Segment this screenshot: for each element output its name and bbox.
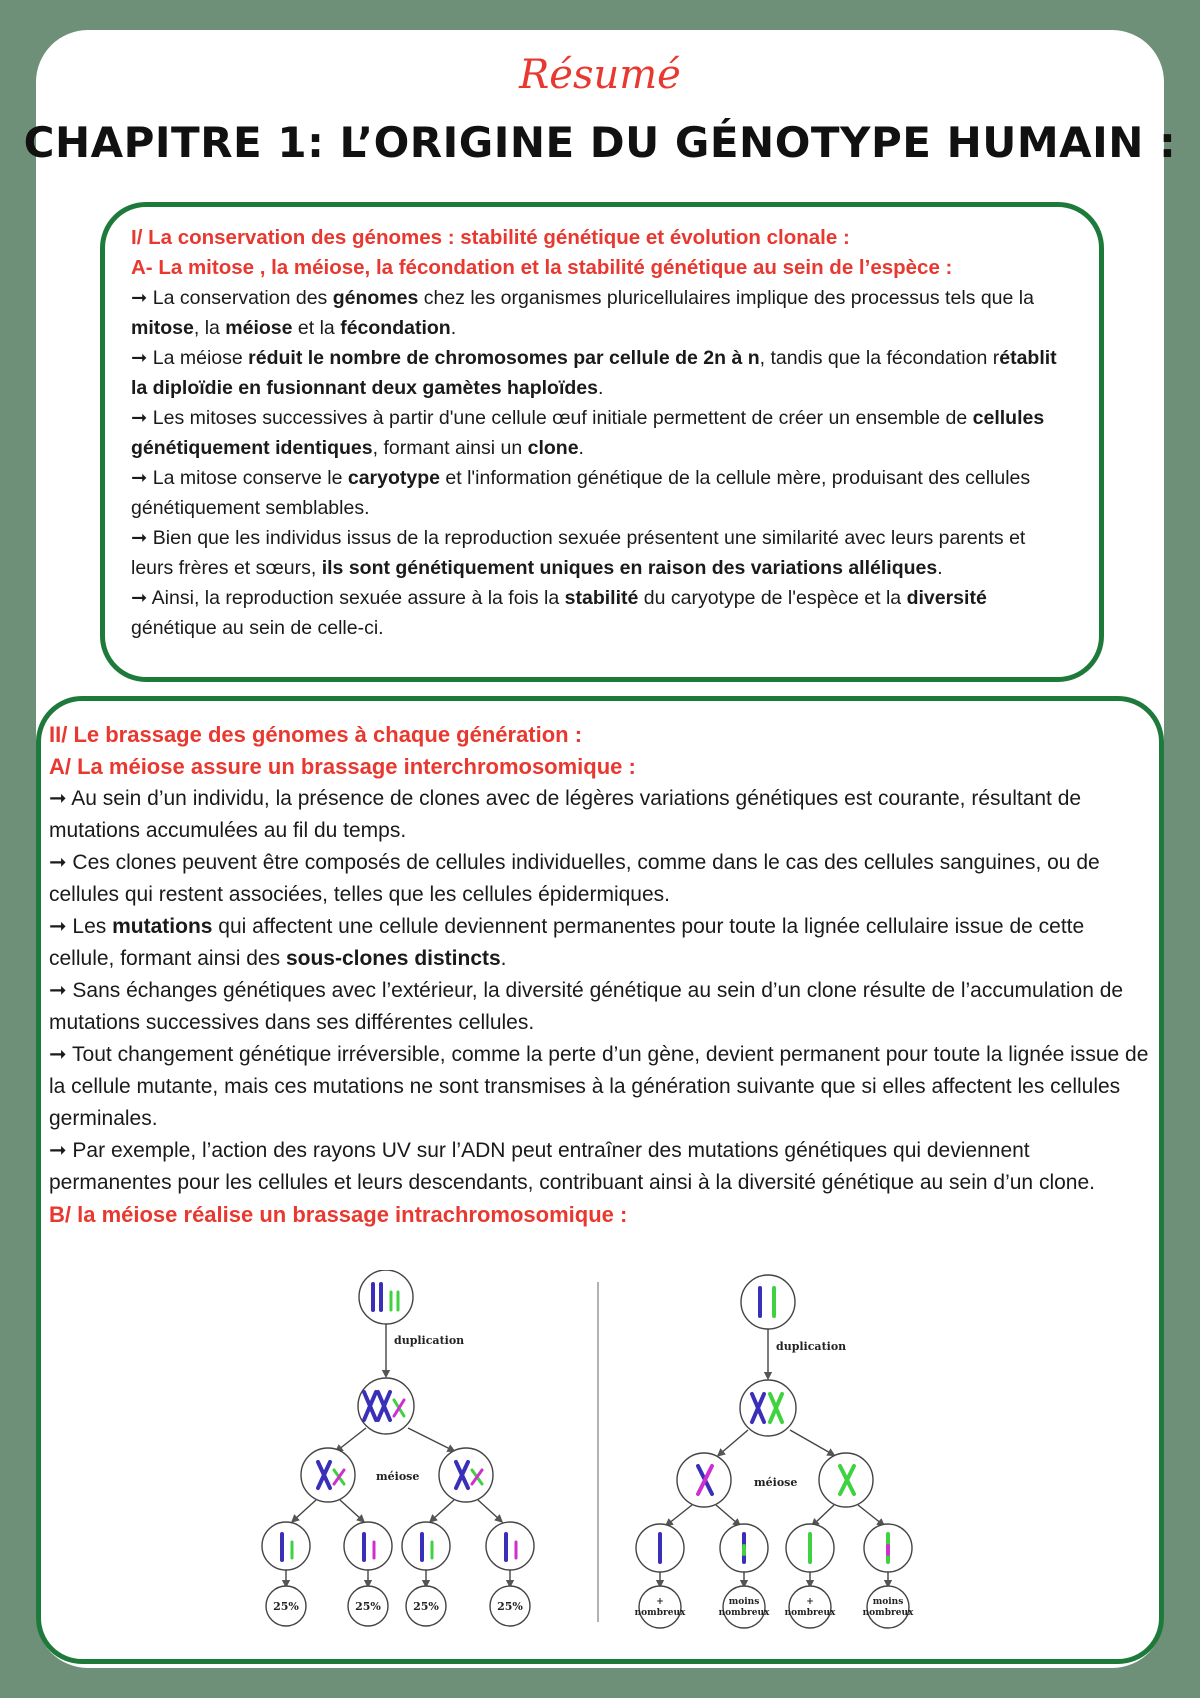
section-2-heading: II/ Le brassage des génomes à chaque génération : (49, 722, 583, 747)
chapter-title: CHAPITRE 1: L’ORIGINE DU GÉNOTYPE HUMAIN : (23, 118, 1177, 167)
right-result-1-line-2: nombreux (634, 1608, 686, 1618)
left-tree (262, 1270, 534, 1626)
section-1-paragraph-2: ➞ La méiose réduit le nombre de chromosomes par cellule de 2n à n, tandis que la fécondation rétablit la diploïdie en fusionnant deux gamètes haploïdes. (131, 347, 1057, 399)
section-2-subheading-b: B/ la méiose réalise un brassage intrachromosomique : (49, 1202, 628, 1227)
left-result-3: 25% (413, 1600, 439, 1613)
right-result-2-line-2: nombreux (718, 1608, 770, 1618)
right-meiose-label: méiose (754, 1476, 798, 1489)
section-1-box (100, 202, 1104, 682)
section-2-paragraph-6: ➞ Par exemple, l’action des rayons UV sur l’ADN peut entraîner des mutations génétiques qui deviennent permanentes pour les cellules et leurs descendants, contribuant ainsi à la diversité génétique au sein d’un clone. (49, 1139, 1095, 1194)
section-1-subheading: A- La mitose , la méiose, la fécondation et la stabilité génétique au sein de l’espèce : (131, 256, 953, 279)
left-result-4: 25% (497, 1600, 523, 1613)
section-1-paragraph-6: ➞ Ainsi, la reproduction sexuée assure à la fois la stabilité du caryotype de l'espèce et la diversité génétique au sein de celle-ci. (131, 587, 987, 639)
section-1-paragraph-1: ➞ La conservation des génomes chez les organismes pluricellulaires implique des processus tels que la mitose, la méiose et la fécondation. (131, 287, 1034, 339)
resume-label: Résumé (519, 52, 681, 98)
section-2-paragraph-4: ➞ Sans échanges génétiques avec l’extérieur, la diversité génétique au sein d’un clone résulte de l’accumulation de mutations successives dans ses différentes cellules. (49, 979, 1124, 1034)
right-result-1-line-1: + (656, 1597, 664, 1607)
right-result-3-line-1: + (806, 1597, 814, 1607)
right-result-3-line-2: nombreux (784, 1608, 836, 1618)
meiosis-diagram (258, 1270, 938, 1630)
section-1-heading: I/ La conservation des génomes : stabilité génétique et évolution clonale : (131, 226, 850, 249)
section-1-paragraph-4: ➞ La mitose conserve le caryotype et l'information génétique de la cellule mère, produisant des cellules génétiquement semblables. (131, 467, 1031, 519)
left-duplication-label: duplication (394, 1334, 465, 1347)
right-duplication-label: duplication (776, 1340, 847, 1353)
left-gamete-4 (486, 1522, 534, 1570)
left-cell-meiosis-1 (301, 1448, 355, 1502)
left-cell-top (359, 1270, 413, 1324)
left-result-2: 25% (355, 1600, 381, 1613)
right-result-4-line-1: moins (872, 1597, 904, 1607)
section-1-paragraph-5: ➞ Bien que les individus issus de la reproduction sexuée présentent une similarité avec leurs parents et leurs frères et sœurs, ils sont génétiquement uniques en raison des variations alléliques. (131, 527, 1026, 579)
meiosis-diagram-svg (258, 1270, 938, 1630)
section-2-paragraph-5: ➞ Tout changement génétique irréversible, comme la perte d’un gène, devient permanent pour toute la lignée issue de la cellule mutante, mais ces mutations ne sont transmises à la génération suivante que si elles affectent les cellules germinales. (49, 1043, 1149, 1130)
left-gamete-3 (402, 1522, 450, 1570)
section-2-paragraph-1: ➞ Au sein d’un individu, la présence de clones avec de légères variations génétiques est courante, résultant de mutations accumulées au fil du temps. (49, 787, 1082, 842)
right-cell-duplicated (740, 1380, 796, 1436)
section-2-subheading-a: A/ La méiose assure un brassage interchromosomique : (49, 754, 636, 779)
left-cell-meiosis-2 (439, 1448, 493, 1502)
left-result-1: 25% (273, 1600, 299, 1613)
section-2-paragraph-2: ➞ Ces clones peuvent être composés de cellules individuelles, comme dans le cas des cellules sanguines, ou de cellules qui restent associées, telles que les cellules épidermiques. (49, 851, 1100, 906)
right-result-2-line-1: moins (728, 1597, 760, 1607)
left-gamete-2 (344, 1522, 392, 1570)
left-meiose-label: méiose (376, 1470, 420, 1483)
right-cell-top (741, 1275, 795, 1329)
right-result-4-line-2: nombreux (862, 1608, 914, 1618)
section-1-paragraph-3: ➞ Les mitoses successives à partir d'une cellule œuf initiale permettent de créer un ensemble de cellules génétiquement identiques, formant ainsi un clone. (131, 407, 1045, 459)
left-gamete-1 (262, 1522, 310, 1570)
right-tree (636, 1275, 912, 1628)
section-2-paragraph-3: ➞ Les mutations qui affectent une cellule deviennent permanentes pour toute la lignée cellulaire issue de cette cellule, formant ainsi des sous-clones distincts. (49, 915, 1085, 970)
